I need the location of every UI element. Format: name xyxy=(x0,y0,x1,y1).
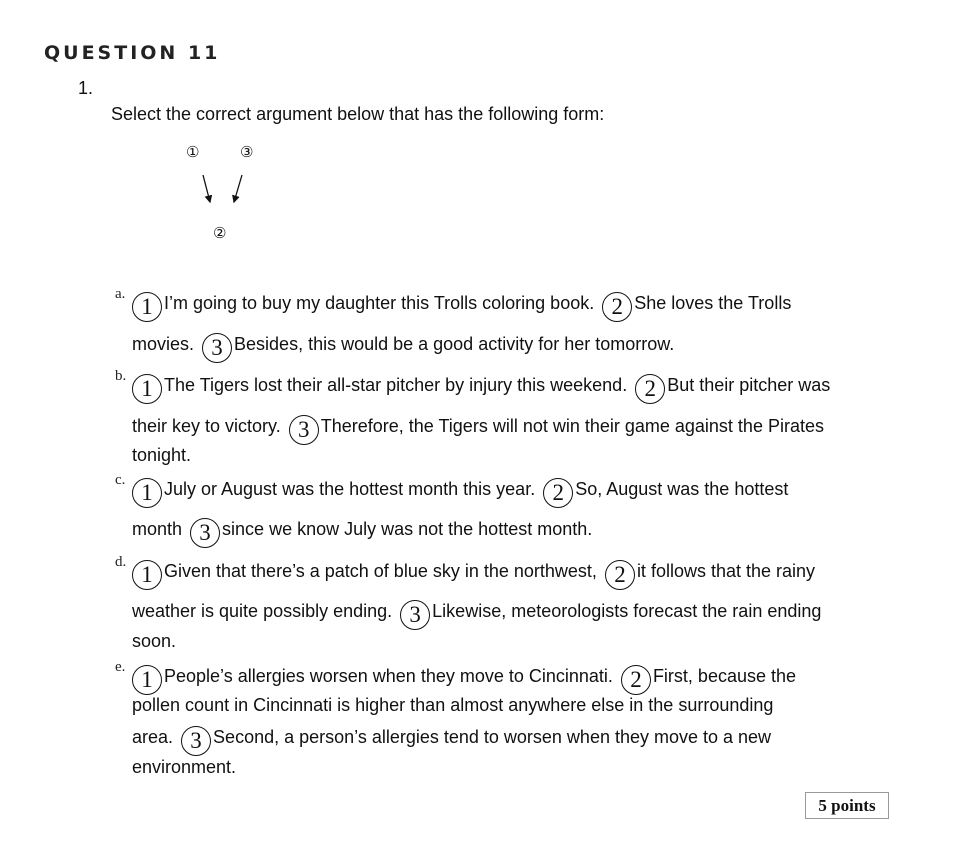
option-c-statement-1: July or August was the hottest month this year. xyxy=(164,479,536,499)
option-b-label: b. xyxy=(115,368,127,384)
diagram-node-1: ① xyxy=(186,143,200,161)
circled-number-1: 1 xyxy=(132,374,162,404)
option-c-line-2[interactable] xyxy=(132,518,592,548)
option-d-line-1[interactable] xyxy=(132,560,815,590)
option-d-line-2[interactable] xyxy=(132,600,821,630)
points-badge: 5 points xyxy=(805,792,889,819)
option-e-statement-2-end: area. xyxy=(132,727,174,747)
option-e-statement-2: First, because the xyxy=(652,666,797,686)
option-e-line-4[interactable] xyxy=(132,757,236,778)
circled-number-2: 2 xyxy=(605,560,635,590)
option-b-line-1[interactable] xyxy=(132,374,830,404)
option-c-statement-2: So, August was the hottest xyxy=(575,479,789,499)
circled-number-2: 2 xyxy=(543,478,573,508)
option-e-statement-3-cont: environment. xyxy=(132,757,237,777)
question-title: QUESTION 11 xyxy=(44,42,221,64)
circled-number-3: 3 xyxy=(190,518,220,548)
circled-number-3: 3 xyxy=(181,726,211,756)
circled-number-1: 1 xyxy=(132,478,162,508)
question-number: 1. xyxy=(78,78,94,98)
circled-number-2: 2 xyxy=(602,292,632,322)
option-e-label: e. xyxy=(115,659,126,675)
option-e-line-2[interactable] xyxy=(132,695,773,716)
option-c-statement-2-cont: month xyxy=(132,519,183,539)
circled-number-1: 1 xyxy=(132,665,162,695)
option-d-statement-2-cont: weather is quite possibly ending. xyxy=(132,601,393,621)
circled-number-1: 1 xyxy=(132,560,162,590)
option-a-statement-2-cont: movies. xyxy=(132,334,195,354)
circled-number-1: 1 xyxy=(132,292,162,322)
option-d-statement-1: Given that there’s a patch of blue sky in the northwest, xyxy=(164,561,597,581)
option-c-label: c. xyxy=(115,472,126,488)
diagram-node-3: ③ xyxy=(240,143,254,161)
option-a-line-1[interactable] xyxy=(132,292,791,322)
option-b-statement-1: The Tigers lost their all-star pitcher by injury this weekend. xyxy=(164,375,628,395)
option-b-statement-2-cont: their key to victory. xyxy=(132,416,281,436)
option-d-statement-2: it follows that the rainy xyxy=(636,561,816,581)
option-a-statement-3: Besides, this would be a good activity for her tomorrow. xyxy=(234,334,675,354)
option-d-label: d. xyxy=(115,554,127,570)
option-a-label: a. xyxy=(115,286,126,302)
option-e-statement-1: People’s allergies worsen when they move to Cincinnati. xyxy=(164,666,613,686)
option-b-statement-2: But their pitcher was xyxy=(667,375,831,395)
option-b-line-3[interactable] xyxy=(132,445,191,466)
diagram-arrow-left xyxy=(203,175,210,202)
option-b-line-2[interactable] xyxy=(132,415,824,445)
argument-form-diagram xyxy=(170,138,280,248)
diagram-arrow-right xyxy=(234,175,242,202)
option-a-line-2[interactable] xyxy=(132,333,674,363)
diagram-node-2: ② xyxy=(213,224,227,242)
circled-number-2: 2 xyxy=(621,665,651,695)
option-e-line-1[interactable] xyxy=(132,665,796,695)
option-c-statement-3: since we know July was not the hottest month. xyxy=(222,519,593,539)
circled-number-3: 3 xyxy=(202,333,232,363)
circled-number-3: 3 xyxy=(289,415,319,445)
option-e-line-3[interactable] xyxy=(132,726,771,756)
option-e-statement-3: Second, a person’s allergies tend to worsen when they move to a new xyxy=(213,727,772,747)
option-a-statement-2: She loves the Trolls xyxy=(634,293,792,313)
option-b-statement-3: Therefore, the Tigers will not win their game against the Pirates xyxy=(320,416,824,436)
option-d-statement-3: Likewise, meteorologists forecast the rain ending xyxy=(432,601,822,621)
circled-number-3: 3 xyxy=(400,600,430,630)
option-c-line-1[interactable] xyxy=(132,478,788,508)
circled-number-2: 2 xyxy=(635,374,665,404)
option-e-statement-2-cont: pollen count in Cincinnati is higher than almost anywhere else in the surrounding xyxy=(132,695,774,715)
option-d-statement-3-cont: soon. xyxy=(132,631,177,651)
question-prompt: Select the correct argument below that has the following form: xyxy=(111,104,605,124)
option-d-line-3[interactable] xyxy=(132,631,176,652)
option-b-statement-3-cont: tonight. xyxy=(132,445,192,465)
option-a-statement-1: I’m going to buy my daughter this Trolls coloring book. xyxy=(164,293,595,313)
